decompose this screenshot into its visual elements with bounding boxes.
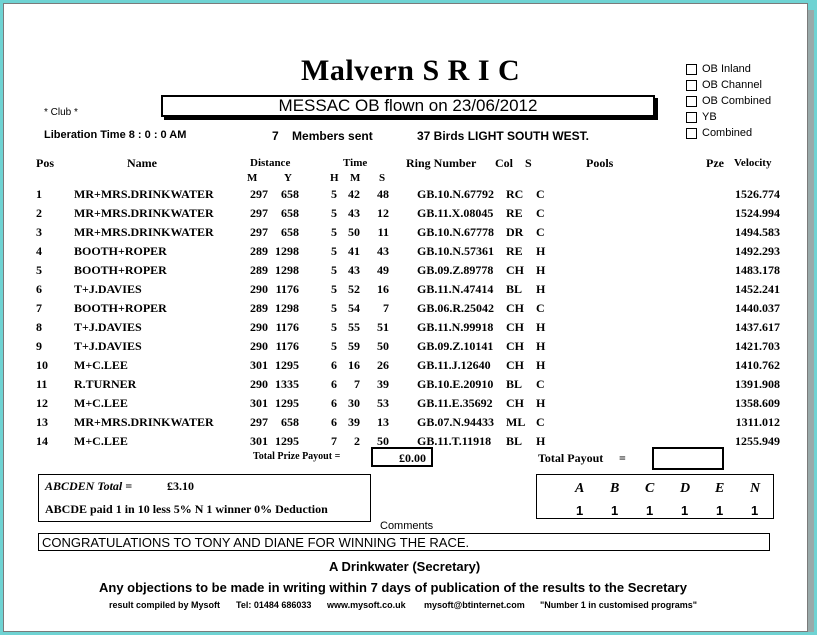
total-payout-label: Total Payout [538,451,604,465]
cell-m: 297 [250,225,268,239]
cell-ring: GB.10.N.57361 [417,244,495,258]
cell-mi: 7 [354,377,360,391]
checkbox-row[interactable] [686,109,771,125]
cell-m: 290 [250,282,268,296]
cell-m: 297 [250,206,268,220]
cell-pos: 9 [36,339,42,353]
cell-m: 297 [250,415,268,429]
cell-s: 7 [383,301,389,315]
pool-value: 1 [681,503,689,518]
cell-col: CH [506,301,524,315]
prize-payout-value: £0.00 [399,451,426,465]
cell-h: 6 [331,358,337,372]
members-count: 7 [272,129,279,143]
cell-h: 7 [331,434,337,448]
cell-s: 53 [377,396,389,410]
cell-pos: 8 [36,320,42,334]
cell-m: 301 [250,434,268,448]
pool-letter: D [680,481,691,496]
cell-mi: 43 [348,206,360,220]
cell-pos: 14 [36,434,48,448]
cell-col: CH [506,320,524,334]
members-label: Members sent [292,129,373,143]
cell-m: 290 [250,320,268,334]
cell-h: 5 [331,225,337,239]
table-row [4,206,804,225]
header-velocity: Velocity [734,157,772,169]
cell-mi: 39 [348,415,360,429]
checkbox[interactable] [686,128,697,139]
table-row [4,339,804,358]
race-title-box: MESSAC OB flown on 23/06/2012 [161,95,655,117]
cell-vel: 1437.617 [735,320,780,334]
cell-m: 301 [250,358,268,372]
cell-name: MR+MRS.DRINKWATER [74,225,214,239]
cell-ring: GB.11.N.47414 [417,282,494,296]
cell-name: MR+MRS.DRINKWATER [74,206,214,220]
cell-pos: 11 [36,377,48,391]
cell-y: 658 [281,187,299,201]
cell-col: CH [506,358,524,372]
cell-pos: 5 [36,263,42,277]
cell-y: 1295 [275,358,299,372]
table-row [4,358,804,377]
cell-pos: 10 [36,358,48,372]
cell-sex: H [536,434,546,448]
cell-mi: 41 [348,244,360,258]
cell-name: BOOTH+ROPER [74,244,167,258]
cell-h: 5 [331,263,337,277]
table-row [4,415,804,434]
checkbox[interactable] [686,80,697,91]
table-row [4,282,804,301]
table-row [4,396,804,415]
cell-ring: GB.07.N.94433 [417,415,495,429]
cell-col: BL [506,282,523,296]
cell-ring: GB.10.E.20910 [417,377,494,391]
club-label: * Club * [44,107,78,118]
header-pze: Pze [706,156,724,170]
cell-mi: 2 [354,434,360,448]
pool-value: 1 [716,503,724,518]
cell-vel: 1421.703 [735,339,780,353]
cell-vel: 1492.293 [735,244,780,258]
cell-m: 290 [250,339,268,353]
footer-compiled: result compiled by Mysoft [109,600,221,610]
header-seconds: S [379,172,386,184]
footer-slogan: "Number 1 in customised programs" [540,600,698,610]
cell-y: 1298 [275,263,299,277]
cell-vel: 1452.241 [735,282,780,296]
cell-h: 5 [331,206,337,220]
abc-paid-text: ABCDE paid 1 in 10 less 5% N 1 winner 0% Deduction [45,502,328,516]
header-minutes: M [350,172,361,184]
cell-sex: H [536,320,546,334]
footer-email[interactable]: mysoft@btinternet.com [424,600,525,610]
checkbox-row[interactable] [686,61,771,77]
cell-y: 1298 [275,301,299,315]
checkbox-row[interactable] [686,93,771,109]
cell-y: 658 [281,225,299,239]
cell-name: BOOTH+ROPER [74,301,167,315]
checkbox[interactable] [686,112,697,123]
pool-letter: A [575,481,585,496]
cell-m: 301 [250,396,268,410]
cell-col: CH [506,396,524,410]
comments-text: CONGRATULATIONS TO TONY AND DIANE FOR WINNING THE RACE. [42,535,470,550]
pool-letter: E [715,481,725,496]
cell-ring: GB.11.T.11918 [417,434,492,448]
club-title: Malvern S R I C [301,54,521,87]
cell-sex: H [536,339,546,353]
checkbox-label: YB [702,111,717,123]
cell-y: 1176 [275,282,299,296]
cell-sex: H [536,282,546,296]
header-col: Col [495,156,513,170]
footer-tel: Tel: 01484 686033 [236,600,312,610]
cell-h: 6 [331,377,337,391]
table-row [4,244,804,263]
cell-y: 1335 [275,377,299,391]
header-name: Name [127,156,157,170]
cell-s: 12 [377,206,389,220]
cell-pos: 7 [36,301,42,315]
cell-vel: 1391.908 [735,377,780,391]
cell-col: RE [506,206,523,220]
cell-col: BL [506,377,523,391]
prize-payout-box [371,447,433,467]
cell-h: 5 [331,339,337,353]
cell-vel: 1524.994 [735,206,780,220]
checkbox-row[interactable] [686,77,771,93]
pool-letter: N [750,481,761,496]
cell-ring: GB.10.N.67792 [417,187,495,201]
result-sheet [3,3,808,632]
header-miles: M [247,172,258,184]
cell-sex: C [536,301,545,315]
cell-y: 1176 [275,320,299,334]
header-s: S [525,156,532,170]
header-time: Time [343,157,368,169]
cell-name: M+C.LEE [74,358,128,372]
cell-name: T+J.DAVIES [74,320,142,334]
cell-name: BOOTH+ROPER [74,263,167,277]
cell-y: 1295 [275,434,299,448]
cell-s: 50 [377,434,389,448]
cell-vel: 1311.012 [735,415,780,429]
checkbox[interactable] [686,96,697,107]
cell-y: 658 [281,415,299,429]
cell-sex: C [536,206,545,220]
header-pos: Pos [36,156,54,170]
objections-note: Any objections to be made in writing within 7 days of publication of the results to the Secretary [99,580,687,595]
abc-total-box [38,474,371,522]
checkbox-label: Combined [702,127,753,139]
cell-m: 289 [250,244,268,258]
cell-vel: 1255.949 [735,434,780,448]
cell-ring: GB.06.R.25042 [417,301,495,315]
category-checkboxes [686,61,771,141]
cell-ring: GB.09.Z.10141 [417,339,494,353]
cell-name: M+C.LEE [74,434,128,448]
cell-y: 1295 [275,396,299,410]
cell-s: 39 [377,377,389,391]
footer-web[interactable]: www.mysoft.co.uk [327,600,406,610]
checkbox-label: OB Inland [702,63,751,75]
checkbox[interactable] [686,64,697,75]
pool-winners-box [536,474,774,519]
cell-s: 11 [377,225,389,239]
cell-pos: 2 [36,206,42,220]
cell-s: 51 [377,320,389,334]
table-row [4,263,804,282]
liberation-time: Liberation Time 8 : 0 : 0 AM [44,129,187,141]
cell-vel: 1483.178 [735,263,780,277]
cell-y: 1298 [275,244,299,258]
cell-vel: 1494.583 [735,225,780,239]
cell-vel: 1440.037 [735,301,780,315]
cell-h: 5 [331,301,337,315]
comments-label: Comments [380,520,434,532]
cell-y: 658 [281,206,299,220]
page-shadow [808,10,814,632]
cell-name: M+C.LEE [74,396,128,410]
cell-ring: GB.11.N.99918 [417,320,494,334]
cell-ring: GB.11.E.35692 [417,396,493,410]
cell-h: 5 [331,282,337,296]
header-distance: Distance [250,157,291,169]
cell-ring: GB.11.J.12640 [417,358,491,372]
cell-ring: GB.11.X.08045 [417,206,494,220]
table-row [4,377,804,396]
comments-box [38,533,770,551]
total-payout-eq: = [619,451,626,465]
cell-sex: C [536,225,545,239]
cell-s: 49 [377,263,389,277]
cell-name: MR+MRS.DRINKWATER [74,415,214,429]
cell-s: 50 [377,339,389,353]
cell-s: 13 [377,415,389,429]
cell-pos: 3 [36,225,42,239]
cell-s: 26 [377,358,389,372]
total-payout-box [652,447,724,470]
header-ring: Ring Number [406,156,477,170]
cell-col: DR [506,225,524,239]
cell-sex: H [536,263,546,277]
pool-letter: B [610,481,620,496]
cell-sex: H [536,396,546,410]
cell-mi: 30 [348,396,360,410]
cell-vel: 1358.609 [735,396,780,410]
pool-value: 1 [611,503,619,518]
cell-sex: H [536,358,546,372]
cell-s: 48 [377,187,389,201]
header-hours: H [330,172,339,184]
cell-s: 43 [377,244,389,258]
pool-value: 1 [751,503,759,518]
cell-ring: GB.10.N.67778 [417,225,495,239]
cell-name: T+J.DAVIES [74,282,142,296]
cell-pos: 4 [36,244,42,258]
cell-s: 16 [377,282,389,296]
cell-sex: C [536,415,545,429]
header-yards: Y [284,172,292,184]
members-sent [272,129,373,143]
cell-name: R.TURNER [74,377,137,391]
cell-pos: 13 [36,415,48,429]
cell-h: 5 [331,244,337,258]
cell-mi: 54 [348,301,360,315]
cell-m: 297 [250,187,268,201]
birds-info: 37 Birds LIGHT SOUTH WEST. [417,129,590,143]
header-pools: Pools [586,156,614,170]
cell-col: BL [506,434,523,448]
cell-mi: 43 [348,263,360,277]
prize-payout-label: Total Prize Payout = [253,451,341,462]
table-row [4,225,804,244]
cell-pos: 12 [36,396,48,410]
checkbox-row[interactable] [686,125,771,141]
abc-total-label: ABCDEN Total = [45,479,133,493]
cell-h: 5 [331,320,337,334]
table-row [4,187,804,206]
table-row [4,301,804,320]
cell-col: ML [506,415,526,429]
cell-sex: H [536,244,546,258]
cell-h: 6 [331,396,337,410]
cell-mi: 50 [348,225,360,239]
cell-m: 289 [250,263,268,277]
cell-m: 289 [250,301,268,315]
cell-col: CH [506,339,524,353]
secretary: A Drinkwater (Secretary) [329,559,481,574]
cell-col: CH [506,263,524,277]
cell-mi: 16 [348,358,360,372]
cell-mi: 52 [348,282,360,296]
cell-h: 6 [331,415,337,429]
pool-value: 1 [576,503,584,518]
cell-ring: GB.09.Z.89778 [417,263,494,277]
checkbox-label: OB Combined [702,95,772,107]
cell-vel: 1410.762 [735,358,780,372]
cell-name: MR+MRS.DRINKWATER [74,187,214,201]
cell-m: 290 [250,377,268,391]
cell-name: T+J.DAVIES [74,339,142,353]
cell-col: RE [506,244,523,258]
cell-sex: C [536,187,545,201]
table-row [4,320,804,339]
cell-col: RC [506,187,524,201]
pool-letter: C [645,481,655,496]
cell-mi: 42 [348,187,360,201]
cell-mi: 59 [348,339,360,353]
cell-pos: 1 [36,187,42,201]
pool-value: 1 [646,503,654,518]
cell-pos: 6 [36,282,42,296]
cell-vel: 1526.774 [735,187,780,201]
cell-h: 5 [331,187,337,201]
checkbox-label: OB Channel [702,79,762,91]
cell-y: 1176 [275,339,299,353]
cell-sex: C [536,377,545,391]
abc-total-value: £3.10 [167,479,194,493]
cell-mi: 55 [348,320,360,334]
